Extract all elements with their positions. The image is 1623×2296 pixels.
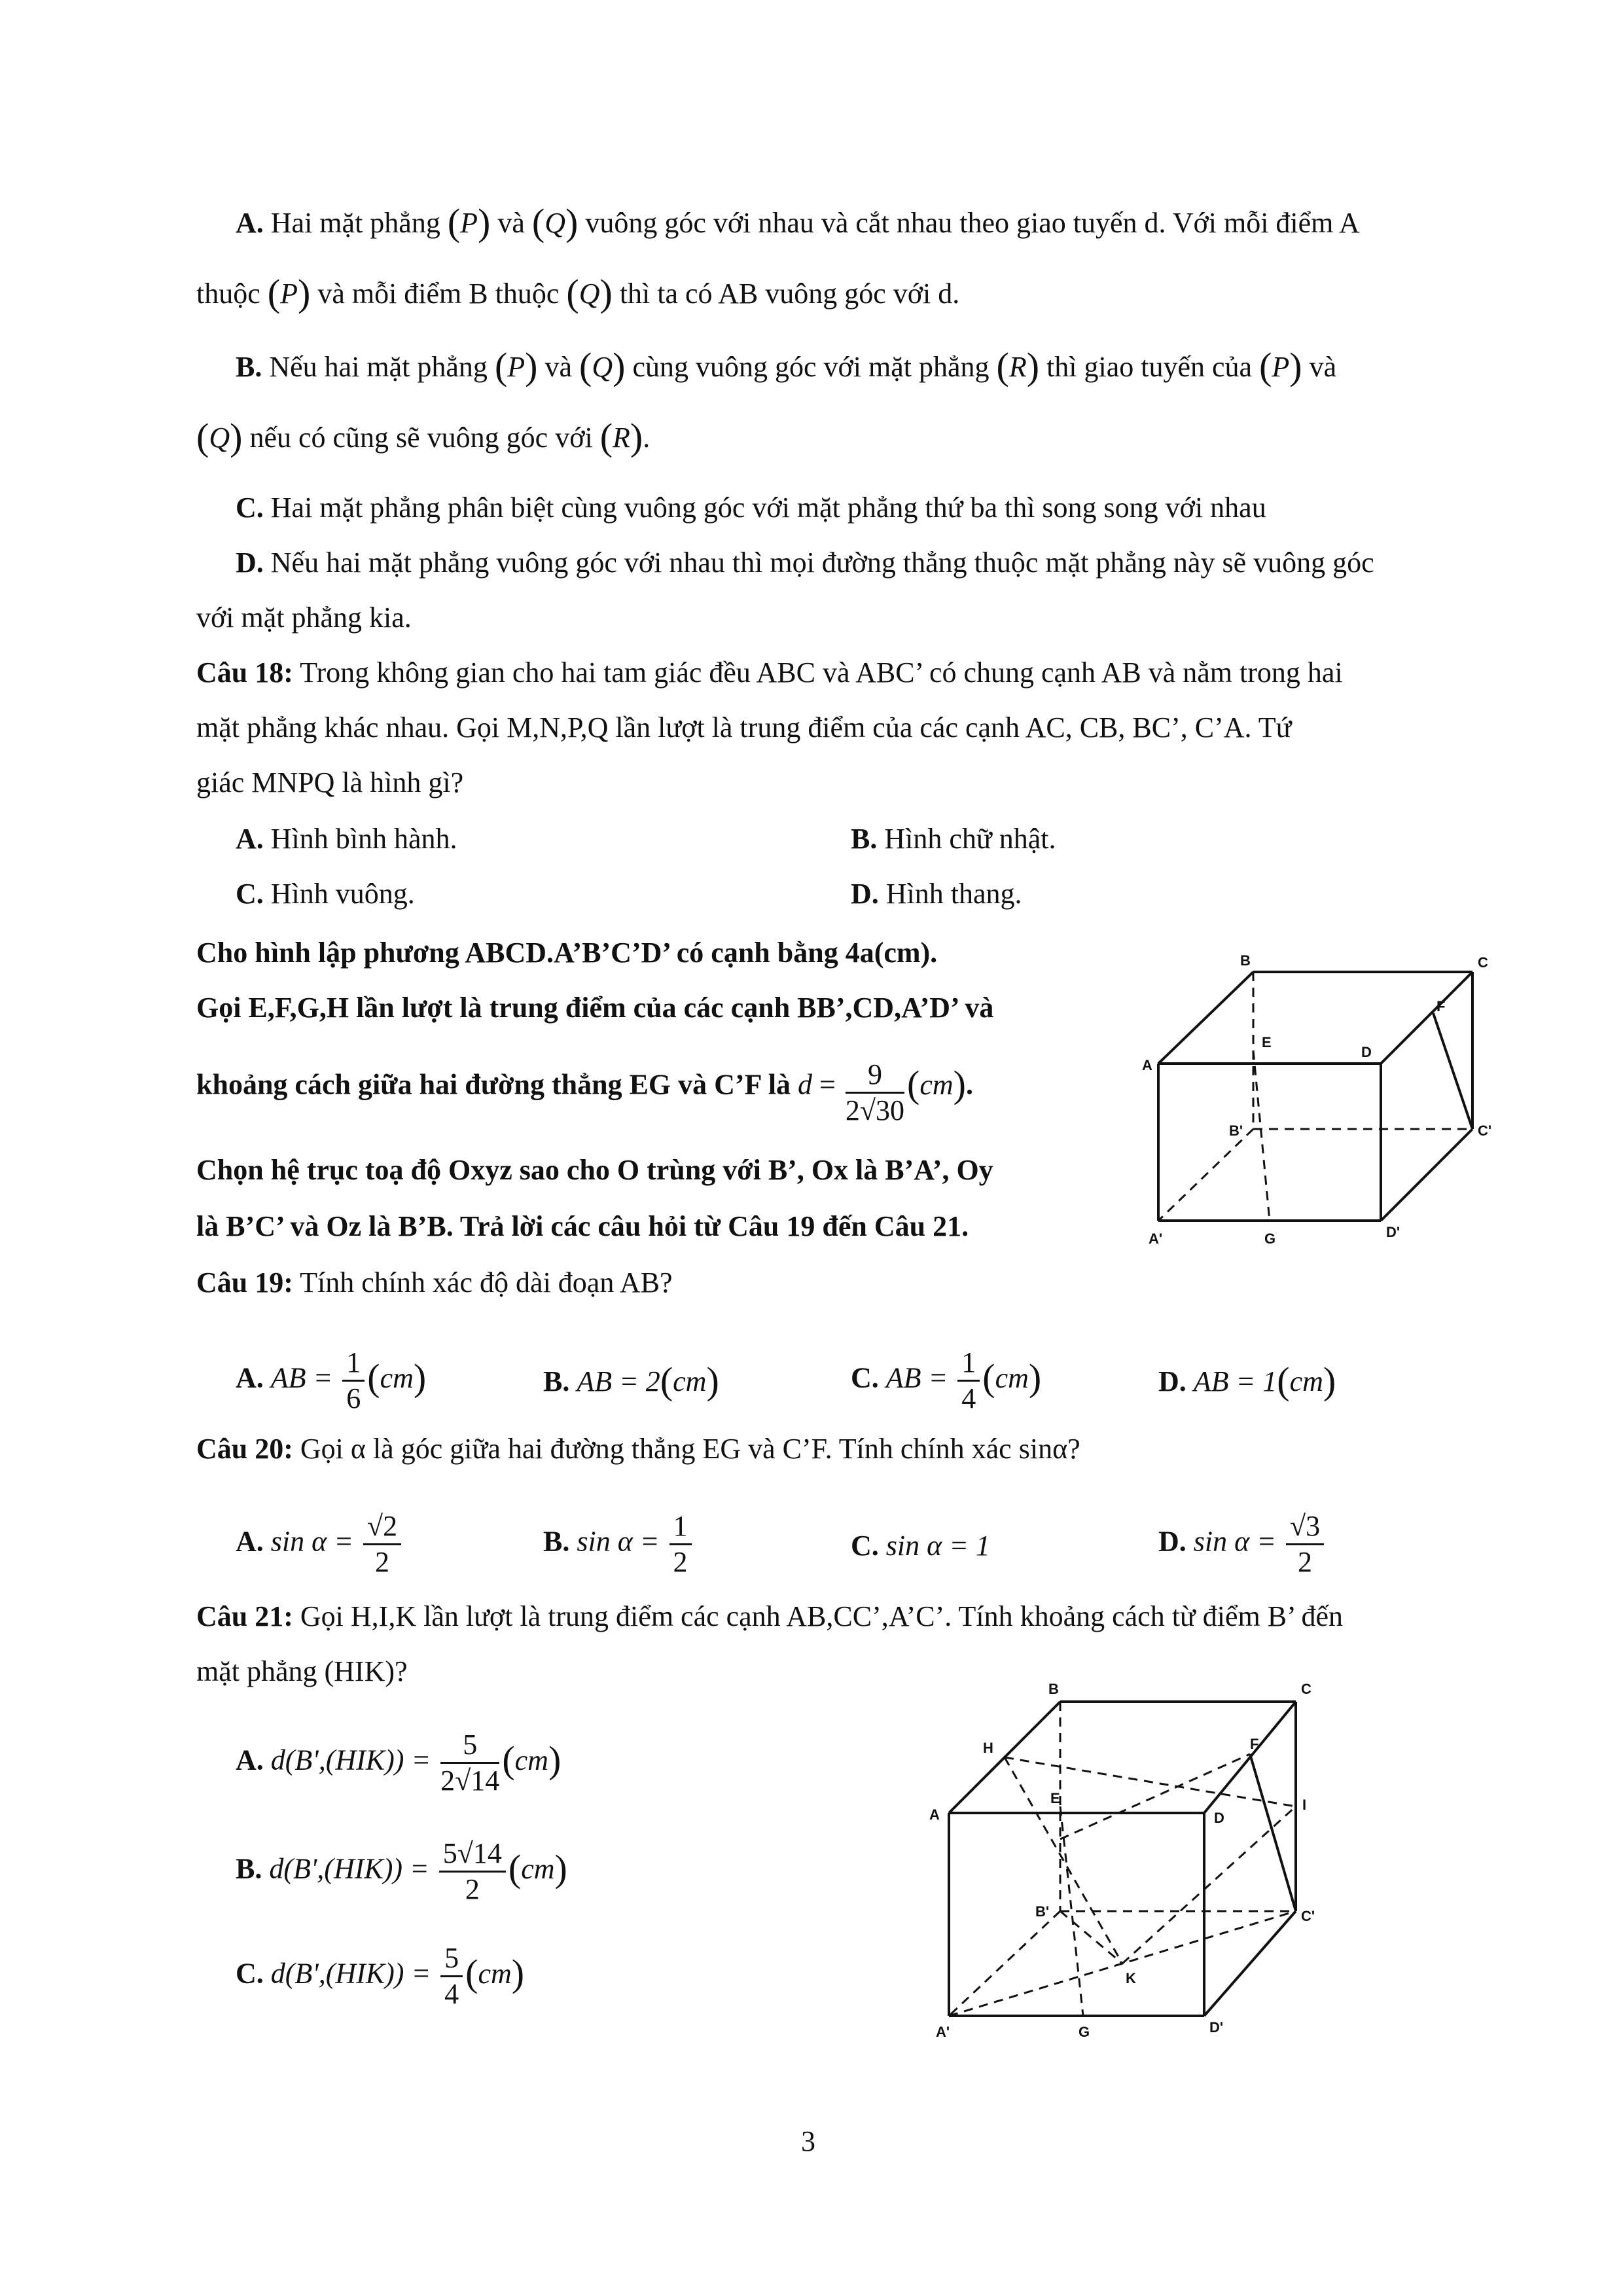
- label-d1: D': [1386, 1224, 1400, 1240]
- plane-p: P: [280, 278, 298, 310]
- q17-b-line2: nếu có cũng sẽ vuông góc với: [249, 422, 593, 454]
- q17-b-text3: cùng vuông góc với mặt phẳng: [632, 351, 990, 383]
- q18-text1: Trong không gian cho hai tam giác đều ABC và ABC’ có chung cạnh AB và nằm trong hai: [300, 656, 1343, 689]
- label-b1: B': [1229, 1122, 1243, 1139]
- edge-d1c1: [1204, 1911, 1296, 2016]
- q19-a-label: A.: [236, 1361, 264, 1394]
- label-e: E: [1050, 1790, 1060, 1806]
- q20-line: [196, 1431, 1080, 1467]
- q17-b-label: B.: [236, 351, 262, 383]
- q19-a-lhs: AB =: [270, 1361, 333, 1394]
- q20-b-fraction: [669, 1509, 692, 1579]
- q17-a-text2: và: [497, 207, 525, 239]
- q21-c-lhs: d(B',(HIK)) =: [270, 1957, 431, 1990]
- q21-a-fraction: [440, 1728, 499, 1798]
- q17-option-b-line1: B. Nếu hai mặt phẳng (P) và (Q) cùng vuông góc với mặt phẳng (R) thì giao tuyến của (P) và: [236, 345, 1337, 387]
- q17-option-a-line1: A. Hai mặt phẳng (P) và (Q) vuông góc với nhau và cắt nhau theo giao tuyến d. Với mỗi điểm A: [236, 201, 1360, 243]
- q20-a-label: A.: [236, 1525, 264, 1558]
- distance-num: 9: [846, 1058, 904, 1094]
- q17-option-a-line2: thuộc (P) và mỗi điểm B thuộc (Q) thì ta có AB vuông góc với d.: [196, 272, 960, 314]
- q18-line3: giác MNPQ là hình gì?: [196, 766, 464, 798]
- q18-line1: [196, 655, 1343, 691]
- label-f: F: [1436, 998, 1446, 1014]
- q20-d-den: 2: [1298, 1546, 1312, 1578]
- q18-c-label: C.: [236, 878, 264, 910]
- q21-c-fraction: [440, 1941, 463, 2011]
- q20-b-num: 1: [669, 1509, 692, 1545]
- q17-a-l2-2: và mỗi điểm B thuộc: [317, 278, 560, 310]
- q17-a-l2-1: thuộc: [196, 278, 260, 310]
- q19-option-b: B. AB = 2(cm): [543, 1359, 719, 1402]
- q19-text: Tính chính xác độ dài đoạn AB?: [300, 1266, 673, 1299]
- q20-b-label: B.: [543, 1525, 570, 1558]
- label-k: K: [1126, 1970, 1136, 1986]
- q19-c-num: 1: [957, 1346, 980, 1382]
- q18-option-d: [851, 876, 1022, 912]
- q17-option-d-line1: [236, 545, 1374, 581]
- q19-option-c: C. AB = $\frac{1}{4}$ (cm): [851, 1346, 1042, 1414]
- edge-d1c1: [1381, 1129, 1472, 1221]
- page-number: 3: [801, 2125, 815, 2157]
- q21-line2: mặt phẳng (HIK)?: [196, 1655, 408, 1687]
- q17-option-c: [236, 490, 1266, 526]
- label-b: B: [1048, 1681, 1059, 1697]
- q20-d-num: √3: [1286, 1509, 1324, 1545]
- q21-a-label: A.: [236, 1744, 264, 1776]
- segment-fc1: [1433, 1013, 1472, 1129]
- q20-a-lhs: sin α =: [270, 1525, 353, 1558]
- q21-b-den: 2: [465, 1873, 480, 1905]
- distance-unit: cm: [919, 1068, 954, 1101]
- edge-dc: [1381, 972, 1472, 1064]
- intro-line1: Cho hình lập phương ABCD.A’B’C’D’ có cạnh bằng 4a(cm).: [196, 937, 938, 969]
- q18-b-text: Hình chữ nhật.: [884, 823, 1056, 855]
- edge-b1a1-hidden: [949, 1911, 1060, 2016]
- label-a: A: [1142, 1057, 1152, 1073]
- q17-a-label: A.: [236, 207, 264, 239]
- intro-line3: khoảng cách giữa hai đường thẳng EG và C’F là d = $\frac{9}{2√30}$ (cm).: [196, 1058, 973, 1126]
- segment-ef-hidden: [1060, 1754, 1250, 1839]
- q17-c-label: C.: [236, 492, 264, 524]
- q18-d-label: D.: [851, 878, 879, 910]
- q20-d-lhs: sin α =: [1193, 1525, 1276, 1558]
- q20-option-d: [1158, 1509, 1327, 1579]
- q20-option-c: [851, 1528, 990, 1564]
- q19-option-a: A. AB = $\frac{1}{6}$ (cm): [236, 1346, 427, 1414]
- label-a1: A': [936, 2024, 950, 2040]
- q18-b-label: B.: [851, 823, 878, 855]
- segment-hk-hidden: [1005, 1757, 1122, 1964]
- q19-b-unit: cm: [673, 1365, 707, 1397]
- q19-a-fraction: [342, 1346, 365, 1416]
- intro-line4: Chọn hệ trục toạ độ Oxyz sao cho O trùng với B’, Ox là B’A’, Oy: [196, 1154, 993, 1186]
- label-d1: D': [1209, 2019, 1224, 2036]
- q18-c-text: Hình vuông.: [270, 878, 415, 910]
- label-c: C: [1301, 1681, 1311, 1697]
- q20-c-label: C.: [851, 1530, 879, 1562]
- q21-c-label: C.: [236, 1957, 264, 1990]
- segment-fc1: [1250, 1754, 1296, 1911]
- q19-option-d: D. AB = 1(cm): [1158, 1359, 1336, 1402]
- q20-option-a: [236, 1509, 404, 1579]
- q19-c-den: 4: [961, 1382, 976, 1414]
- q19-a-num: 1: [342, 1346, 365, 1382]
- plane-p: P: [460, 207, 478, 239]
- distance-var: d: [798, 1068, 813, 1101]
- q21-label: Câu 21:: [196, 1600, 293, 1632]
- plane-q: Q: [579, 278, 600, 310]
- label-g: G: [1079, 2024, 1090, 2040]
- q21-b-num: 5√14: [439, 1837, 506, 1873]
- plane-p: P: [507, 351, 526, 383]
- q21-b-lhs: d(B',(HIK)) =: [269, 1852, 429, 1885]
- q21-b-fraction: [439, 1837, 506, 1907]
- q20-b-den: 2: [673, 1546, 688, 1578]
- q17-d-text: Nếu hai mặt phẳng vuông góc với nhau thì mọi đường thẳng thuộc mặt phẳng này sẽ vuông góc: [270, 547, 1374, 579]
- label-a1: A': [1149, 1230, 1163, 1247]
- q20-a-fraction: [363, 1509, 401, 1579]
- q21-a-lhs: d(B',(HIK)) =: [270, 1744, 431, 1776]
- label-d: D: [1214, 1810, 1224, 1826]
- q21-b-label: B.: [236, 1852, 262, 1885]
- q20-label: Câu 20:: [196, 1433, 293, 1465]
- q21-b-unit: cm: [521, 1852, 555, 1885]
- plane-r: R: [613, 422, 630, 454]
- q21-option-c: C. d(B',(HIK)) = $\frac{5}{4}$ (cm): [236, 1942, 525, 2010]
- q19-c-unit: cm: [995, 1361, 1029, 1394]
- q19-b-label: B.: [543, 1365, 570, 1397]
- q18-d-text: Hình thang.: [885, 878, 1022, 910]
- q21-option-b: B. d(B',(HIK)) = $\frac{5√14}{2}$ (cm): [236, 1837, 567, 1905]
- q21-line1: [196, 1598, 1343, 1635]
- q21-a-den: 2√14: [440, 1765, 500, 1797]
- q18-option-b: [851, 821, 1056, 857]
- q21-text1: Gọi H,I,K lần lượt là trung điểm các cạnh AB,CC’,A’C’. Tính khoảng cách từ điểm B’ đến: [300, 1600, 1344, 1632]
- q21-c-unit: cm: [478, 1957, 512, 1990]
- plane-p: P: [1272, 351, 1290, 383]
- q18-option-a: [236, 821, 457, 857]
- q17-c-text: Hai mặt phẳng phân biệt cùng vuông góc với mặt phẳng thứ ba thì song song với nhau: [270, 492, 1266, 524]
- q17-b-text1: Nếu hai mặt phẳng: [269, 351, 488, 383]
- q19-label: Câu 19:: [196, 1266, 293, 1299]
- q17-a-text3: vuông góc với nhau và cắt nhau theo giao tuyến d. Với mỗi điểm A: [585, 207, 1360, 239]
- plane-r: R: [1008, 351, 1027, 383]
- label-a: A: [929, 1806, 940, 1823]
- q19-c-label: C.: [851, 1361, 879, 1394]
- q19-c-fraction: [957, 1346, 980, 1416]
- edge-b1a1-hidden: [1158, 1129, 1253, 1221]
- q18-a-text: Hình bình hành.: [270, 823, 457, 855]
- q17-option-b-line2: (Q) nếu có cũng sẽ vuông góc với (R).: [196, 416, 651, 458]
- q19-d-expr: AB = 1: [1193, 1365, 1277, 1397]
- q17-b-text4: thì giao tuyến của: [1046, 351, 1253, 383]
- q21-option-a: A. d(B',(HIK)) = $\frac{5}{2√14}$ (cm): [236, 1729, 562, 1797]
- distance-den: 2√30: [845, 1094, 905, 1126]
- label-e: E: [1262, 1034, 1272, 1050]
- q20-text: Gọi α là góc giữa hai đường thẳng EG và C’F. Tính chính xác sinα?: [300, 1433, 1080, 1465]
- q19-b-expr: AB = 2: [577, 1365, 660, 1397]
- label-c: C: [1478, 954, 1488, 971]
- edge-ab: [1158, 972, 1253, 1064]
- intro-line3-text: khoảng cách giữa hai đường thẳng EG và C’F là: [196, 1068, 791, 1101]
- label-c1: C': [1478, 1122, 1492, 1139]
- q18-line2: mặt phẳng khác nhau. Gọi M,N,P,Q lần lượt là trung điểm của các cạnh AC, CB, BC’, C’A. Tứ: [196, 711, 1292, 744]
- q17-b-text5: và: [1309, 351, 1337, 383]
- q17-option-d-line2: với mặt phẳng kia.: [196, 601, 412, 634]
- label-h: H: [983, 1740, 993, 1756]
- q19-line: [196, 1265, 673, 1301]
- label-d: D: [1361, 1044, 1372, 1060]
- q19-a-den: 6: [346, 1382, 361, 1414]
- label-i: I: [1302, 1797, 1307, 1813]
- q17-a-text1: Hai mặt phẳng: [270, 207, 440, 239]
- q17-a-l2-3: thì ta có AB vuông góc với d.: [619, 278, 960, 310]
- label-b1: B': [1035, 1903, 1050, 1920]
- label-b: B: [1240, 952, 1251, 969]
- q21-c-num: 5: [440, 1941, 463, 1977]
- plane-q: Q: [209, 422, 230, 454]
- label-f: F: [1250, 1736, 1259, 1752]
- q19-c-lhs: AB =: [885, 1361, 948, 1394]
- plane-q: Q: [592, 351, 613, 383]
- label-c1: C': [1301, 1908, 1315, 1924]
- q19-a-unit: cm: [380, 1361, 414, 1394]
- cube-figure-2: [910, 1676, 1329, 2042]
- intro-line5: là B’C’ và Oz là B’B. Trả lời các câu hỏi từ Câu 19 đến Câu 21.: [196, 1210, 969, 1242]
- q21-a-unit: cm: [514, 1744, 548, 1776]
- q20-a-num: √2: [363, 1509, 401, 1545]
- q20-a-den: 2: [375, 1546, 389, 1578]
- label-g: G: [1264, 1230, 1276, 1247]
- q21-c-den: 4: [444, 1978, 459, 2010]
- intro-line2: Gọi E,F,G,H lần lượt là trung điểm của các cạnh BB’,CD,A’D’ và: [196, 992, 994, 1024]
- q20-c-expr: sin α = 1: [885, 1530, 990, 1562]
- q18-option-c: [236, 876, 415, 912]
- segment-b1k-hidden: [1060, 1911, 1122, 1964]
- q20-b-lhs: sin α =: [577, 1525, 660, 1558]
- q17-b-text2: và: [544, 351, 573, 383]
- q17-d-label: D.: [236, 547, 264, 579]
- q18-a-label: A.: [236, 823, 264, 855]
- q20-d-label: D.: [1158, 1525, 1186, 1558]
- cube-figure-1: [1139, 942, 1558, 1263]
- q18-label: Câu 18:: [196, 656, 293, 689]
- q21-a-num: 5: [440, 1728, 499, 1764]
- q20-option-b: [543, 1509, 694, 1579]
- segment-eg-hidden: [1253, 1050, 1270, 1221]
- q19-d-label: D.: [1158, 1365, 1186, 1397]
- plane-q: Q: [544, 207, 566, 239]
- q20-d-fraction: [1286, 1509, 1324, 1579]
- q19-d-unit: cm: [1289, 1365, 1323, 1397]
- distance-fraction: [846, 1058, 904, 1128]
